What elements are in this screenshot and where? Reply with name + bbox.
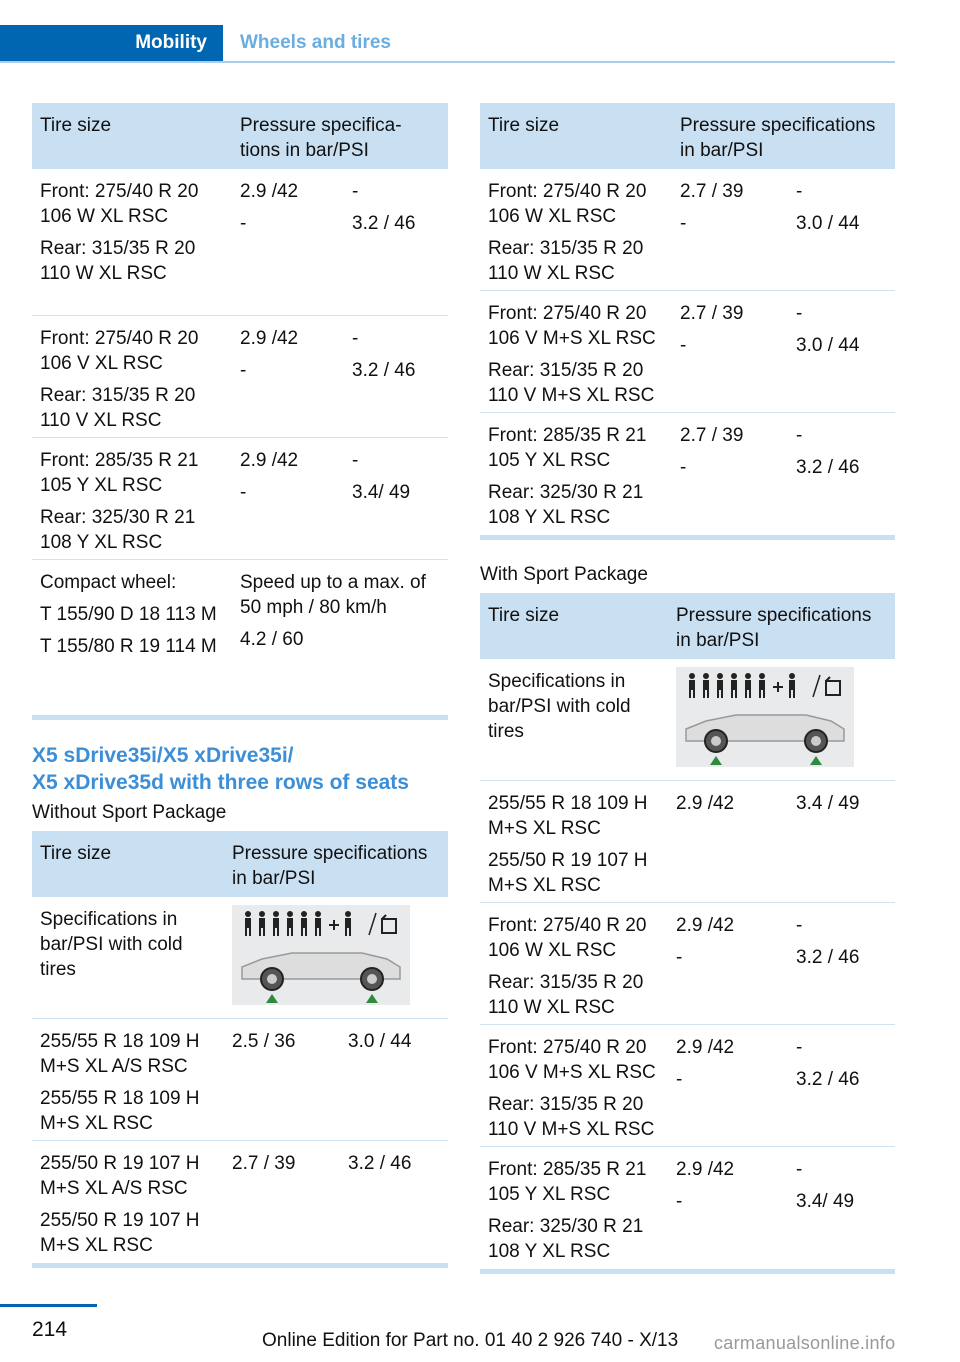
chapter-tab-wheels-and-tires[interactable]: Wheels and tires [240, 32, 391, 53]
table-row [480, 291, 895, 413]
person-icon [717, 673, 723, 698]
front-tire: Front: 275/40 R 20 106 V XL RSC [40, 328, 199, 374]
pressure-value: - [796, 425, 803, 446]
table-row [32, 1019, 448, 1141]
person-icon [273, 911, 279, 936]
table-row [32, 169, 448, 316]
front-tire: Front: 275/40 R 20 106 W XL RSC [40, 181, 199, 227]
pressure-cell-2: 3.0 / 44 [348, 1031, 412, 1052]
rear-tire: Rear: 315/35 R 20 110 V M+S XL RSC [488, 360, 655, 406]
car-silhouette [242, 953, 400, 1003]
tire-size-cell [40, 326, 225, 440]
edition-note: Online Edition for Part no. 01 40 2 926 740 - X/13 [262, 1330, 679, 1351]
pressure-value: 3.4/ 49 [352, 482, 411, 503]
pressure-cell-1 [676, 913, 734, 977]
pressure-cell-1 [680, 179, 743, 243]
header-tire-size: Tire size [40, 115, 112, 136]
pressure-value: 2.9 /42 [240, 181, 299, 202]
pressure-value: 3.0 / 44 [796, 213, 860, 234]
pressure-cell-1 [680, 423, 743, 487]
tire-size-cell [488, 1035, 678, 1149]
pressure-value: 3.2 / 46 [796, 947, 860, 968]
person-icon [689, 673, 695, 698]
pressure-value: - [240, 482, 247, 503]
table-row [480, 1147, 895, 1269]
pressure-cell-2: 3.2 / 46 [348, 1153, 412, 1174]
person-icon [703, 673, 709, 698]
table-row [32, 438, 448, 560]
pressure-value: 2.9 /42 [240, 328, 299, 349]
pressure-cell-1 [676, 1157, 734, 1221]
pressure-cell-2 [796, 301, 859, 365]
left-bottom-tire-table [32, 831, 448, 1268]
pressure-cell-1 [240, 570, 440, 659]
pressure-value: - [796, 181, 803, 202]
header-pressure: Pressure specifica- tions in bar/PSI [240, 115, 402, 161]
pressure-cell-2: 3.4 / 49 [796, 793, 860, 814]
tire-size-cell [488, 1157, 673, 1271]
tire-size: 255/55 R 18 109 H M+S XL A/S RSC [40, 1031, 200, 1077]
pressure-value: 2.9 /42 [240, 450, 299, 471]
pressure-value: 4.2 / 60 [240, 629, 304, 650]
pressure-value: - [796, 915, 803, 936]
table-header [32, 831, 448, 897]
table-header [480, 103, 895, 169]
occupants-and-car-icon [676, 667, 854, 767]
occupants-and-car-icon [232, 905, 410, 1005]
page-header [0, 25, 895, 61]
right-bottom-tire-table [480, 593, 895, 1274]
table-row [32, 897, 448, 1019]
rear-tire: Rear: 315/35 R 20 110 V M+S XL RSC [488, 1094, 655, 1140]
table-header [32, 103, 448, 169]
header-tire-size: Tire size [488, 605, 560, 626]
person-icon [315, 911, 321, 936]
pressure-value: - [240, 213, 247, 234]
pressure-value: - [240, 360, 247, 381]
pressure-value: 3.2 / 46 [796, 1069, 860, 1090]
tire-size-cell [488, 301, 678, 415]
front-tire: Front: 285/35 R 21 105 Y XL RSC [40, 450, 199, 496]
compact-wheel-label: Compact wheel: [40, 572, 177, 593]
person-icon [731, 673, 737, 698]
pressure-value: 2.9 /42 [676, 1037, 735, 1058]
pressure-value: - [676, 1191, 683, 1212]
pressure-cell-2 [796, 913, 859, 977]
pressure-cell-2 [796, 423, 859, 487]
table-row [32, 560, 448, 715]
person-icon [789, 673, 795, 698]
table-row [32, 1141, 448, 1263]
rear-tire: Rear: 325/30 R 21 108 Y XL RSC [40, 507, 196, 553]
pressure-value: - [352, 181, 359, 202]
person-icon [345, 911, 351, 936]
table-row [480, 169, 895, 291]
pressure-value: 3.2 / 46 [352, 360, 416, 381]
compact-tire: T 155/90 D 18 113 M [40, 604, 217, 625]
pressure-value: - [796, 1037, 803, 1058]
front-tire: Front: 285/35 R 21 105 Y XL RSC [488, 1159, 647, 1205]
pressure-value: - [676, 1069, 683, 1090]
tire-size-cell [40, 179, 225, 293]
front-tire: Front: 275/40 R 20 106 V M+S XL RSC [488, 1037, 656, 1083]
tire-size-cell [488, 913, 673, 1027]
table-header [480, 593, 895, 659]
person-icon [245, 911, 251, 936]
watermark: carmanualsonline.info [714, 1333, 896, 1353]
table-end-bar [32, 715, 448, 720]
pressure-cell-1 [240, 326, 298, 390]
car-silhouette [686, 715, 844, 765]
pressure-value: 2.7 / 39 [680, 303, 744, 324]
pressure-cell-1: 2.9 /42 [676, 793, 735, 814]
pressure-cell-2 [352, 448, 410, 512]
table-row [32, 316, 448, 438]
pressure-cell-1: 2.5 / 36 [232, 1031, 296, 1052]
speed-note: Speed up to a max. of 50 mph / 80 km/h [240, 572, 426, 618]
tire-size-cell [40, 1151, 225, 1265]
spec-label-cell: Specifications in bar/PSI with cold tires [488, 671, 631, 742]
left-top-tire-table [32, 103, 448, 720]
compact-tire: T 155/80 R 19 114 M [40, 636, 217, 657]
pressure-cell-2 [352, 326, 415, 390]
pressure-value: - [676, 947, 683, 968]
pressure-value: 2.9 /42 [676, 915, 735, 936]
person-icon [301, 911, 307, 936]
pressure-value: - [352, 450, 359, 471]
front-tire: Front: 275/40 R 20 106 W XL RSC [488, 181, 647, 227]
pressure-value: - [680, 457, 687, 478]
tire-size-cell [40, 1029, 225, 1143]
table-row [480, 903, 895, 1025]
pressure-cell-1 [240, 448, 298, 512]
footer-rule [0, 1304, 97, 1307]
vehicle-load-diagram [676, 667, 854, 767]
heading-line-1: X5 sDrive35i/X5 xDrive35i/ [32, 744, 294, 767]
table-row [480, 1025, 895, 1147]
front-tire: Front: 275/40 R 20 106 W XL RSC [488, 915, 647, 961]
rear-tire: Rear: 315/35 R 20 110 W XL RSC [40, 238, 196, 284]
tire-size-cell [488, 791, 668, 905]
header-pressure: Pressure specifications in bar/PSI [680, 115, 876, 161]
header-tire-size: Tire size [488, 115, 560, 136]
pressure-value: 3.0 / 44 [796, 335, 860, 356]
front-tire: Front: 285/35 R 21 105 Y XL RSC [488, 425, 647, 471]
pressure-value: - [796, 1159, 803, 1180]
pressure-value: - [352, 328, 359, 349]
rear-tire: Rear: 315/35 R 20 110 W XL RSC [488, 238, 644, 284]
header-tire-size: Tire size [40, 843, 112, 864]
pressure-value: - [680, 213, 687, 234]
tire-size-cell [488, 423, 673, 537]
pressure-cell-2 [796, 179, 859, 243]
right-top-tire-table [480, 103, 895, 540]
header-rule [0, 61, 895, 63]
pressure-value: 3.2 / 46 [352, 213, 416, 234]
pressure-value: 2.7 / 39 [680, 181, 744, 202]
pressure-cell-2 [352, 179, 415, 243]
tire-size: 255/50 R 19 107 H M+S XL RSC [488, 850, 648, 896]
pressure-cell-2 [796, 1157, 854, 1221]
rear-tire: Rear: 325/30 R 21 108 Y XL RSC [488, 1216, 644, 1262]
person-icon [259, 911, 265, 936]
tire-size: 255/50 R 19 107 H M+S XL A/S RSC [40, 1153, 200, 1199]
pressure-cell-2 [796, 1035, 859, 1099]
front-tire: Front: 275/40 R 20 106 V M+S XL RSC [488, 303, 656, 349]
header-pressure: Pressure specifications in bar/PSI [232, 843, 428, 889]
pressure-cell-1 [240, 179, 298, 243]
table-row [480, 413, 895, 535]
rear-tire: Rear: 315/35 R 20 110 V XL RSC [40, 385, 196, 431]
person-icon [287, 911, 293, 936]
pressure-value: 2.7 / 39 [680, 425, 744, 446]
pressure-value: 3.4/ 49 [796, 1191, 855, 1212]
pressure-cell-1 [676, 1035, 734, 1099]
header-pressure: Pressure specifications in bar/PSI [676, 605, 872, 651]
table-row [480, 781, 895, 903]
tire-size: 255/50 R 19 107 H M+S XL RSC [40, 1210, 200, 1256]
tire-size: 255/55 R 18 109 H M+S XL RSC [488, 793, 648, 839]
section-tab-mobility[interactable]: Mobility [0, 25, 223, 61]
pressure-value: 2.9 /42 [676, 1159, 735, 1180]
pressure-value: - [680, 335, 687, 356]
spec-label-cell: Specifications in bar/PSI with cold tires [40, 909, 183, 980]
tire-size: 255/55 R 18 109 H M+S XL RSC [40, 1088, 200, 1134]
page-number: 214 [32, 1318, 68, 1341]
pressure-cell-1: 2.7 / 39 [232, 1153, 296, 1174]
person-icon [759, 673, 765, 698]
person-icon [745, 673, 751, 698]
vehicle-load-diagram [232, 905, 410, 1005]
pressure-value: - [796, 303, 803, 324]
pressure-value: 3.2 / 46 [796, 457, 860, 478]
tire-size-cell [40, 448, 225, 562]
rear-tire: Rear: 315/35 R 20 110 W XL RSC [488, 972, 644, 1018]
without-sport-package-label: Without Sport Package [32, 802, 227, 823]
table-row [480, 659, 895, 781]
rear-tire: Rear: 325/30 R 21 108 Y XL RSC [488, 482, 644, 528]
with-sport-package-label: With Sport Package [480, 564, 648, 585]
section-heading [32, 742, 409, 796]
tire-size-cell [40, 570, 220, 666]
heading-line-2: X5 xDrive35d with three rows of seats [32, 771, 409, 794]
tire-size-cell [488, 179, 673, 293]
pressure-cell-1 [680, 301, 743, 365]
